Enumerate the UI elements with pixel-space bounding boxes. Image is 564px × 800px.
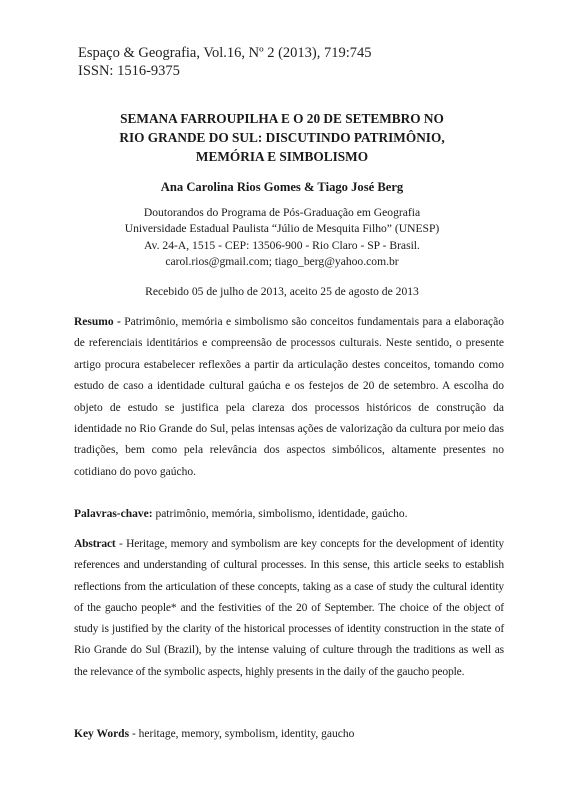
affiliation-line: Doutorandos do Programa de Pós-Graduação em Geografia xyxy=(143,206,421,219)
title-line: SEMANA FARROUPILHA E O 20 DE SETEMBRO NO xyxy=(120,111,444,126)
affiliation-line: Universidade Estadual Paulista “Júlio de Mesquita Filho” (UNESP) xyxy=(124,222,440,236)
palavras-chave-text: patrimônio, memória, simbolismo, identidade, gaúcho. xyxy=(155,508,408,520)
affiliation-line: Av. 24-A, 1515 - CEP: 13506-900 - Rio Claro - SP - Brasil. xyxy=(144,238,420,252)
title-line: MEMÓRIA E SIMBOLISMO xyxy=(195,149,369,164)
article-title xyxy=(60,109,504,166)
abstract-label: Abstract xyxy=(74,538,116,550)
journal-citation: Espaço & Geografia, Vol.16, Nº 2 (2013), 719:745 xyxy=(78,45,372,61)
key-words-label: Key Words xyxy=(74,728,130,740)
resumo-text: Patrimônio, memória e simbolismo são conceitos fundamentais para a elaboração de referenciais identitários e compreensão de processos culturais. Neste sentido, o presente artigo procura estabelecer reflexões a partir da articulação destes conceitos, tomando como estudo de caso a identidade cultural gaúcha e os festejos de 20 de setembro. A escolha do objeto de estudo se justifica pela clareza dos processos históricos de construção da identidade no Rio Grande do Sul, pelas intensas ações de valorização da cultura por meio das tradições, bem como pela relevância dos aspectos simbólicos, altamente presentes no cotidiano do povo gaúcho. xyxy=(74,316,505,478)
journal-header xyxy=(78,44,372,80)
affiliation xyxy=(0,205,564,270)
resumo-label: Resumo - xyxy=(74,316,121,328)
palavras-chave-paragraph xyxy=(74,505,504,523)
abstract-text: - Heritage, memory and symbolism are key concepts for the development of identity references and understanding of cultural processes. In this sense, this article seeks to establish reflections from the articulation of these concepts, taking as a case of study the cultural identity of the gaucho people* and the festivities of the 20 of September. The choice of the object of study is justified by the clarity of the historical processes of identity construction in the state of Rio Grande do Sul (Brazil), by the intense valuing of culture through the traditions as well as the relevance of the symbolic aspects, highly presents in the daily of the gaucho people. xyxy=(74,538,504,678)
palavras-chave-label: Palavras-chave: xyxy=(74,508,153,520)
issn: ISSN: 1516-9375 xyxy=(78,63,180,79)
abstract-paragraph xyxy=(74,534,504,683)
title-line: RIO GRANDE DO SUL: DISCUTINDO PATRIMÔNIO, xyxy=(119,130,445,145)
key-words-paragraph xyxy=(74,725,504,743)
received-dates: Recebido 05 de julho de 2013, aceito 25 de agosto de 2013 xyxy=(145,285,419,298)
author-emails: carol.rios@gmail.com; tiago_berg@yahoo.com.br xyxy=(165,254,399,268)
resumo-paragraph xyxy=(74,312,504,483)
key-words-text: - heritage, memory, symbolism, identity, gaucho xyxy=(131,728,355,740)
authors: Ana Carolina Rios Gomes & Tiago José Berg xyxy=(160,180,404,194)
